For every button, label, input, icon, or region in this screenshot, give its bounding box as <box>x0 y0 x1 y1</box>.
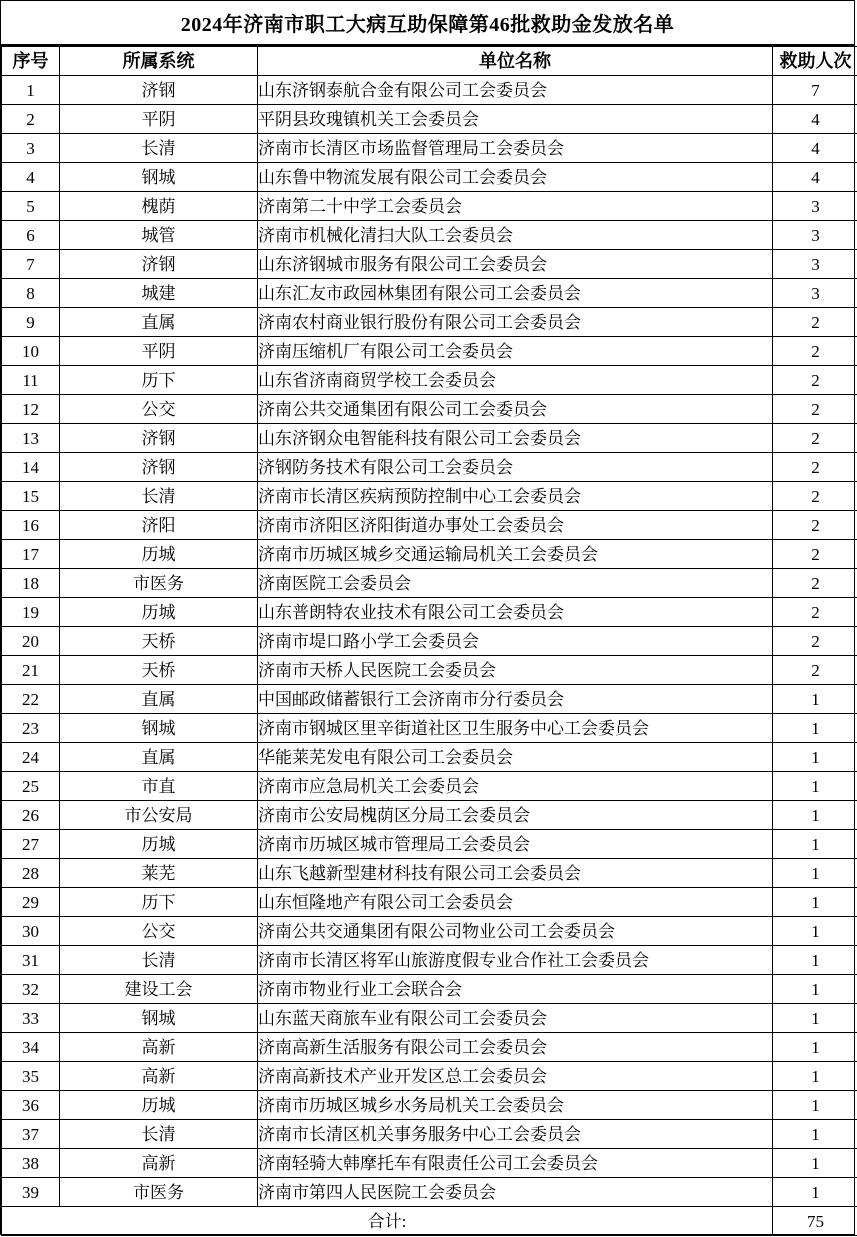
cell-system: 平阴 <box>60 105 258 134</box>
table-row <box>2 801 857 830</box>
cell-serial-number: 33 <box>2 1004 60 1033</box>
cell-serial-number: 22 <box>2 685 60 714</box>
table-row <box>2 598 857 627</box>
cell-aid-count: 1 <box>773 1149 857 1178</box>
cell-unit-name: 济南市物业行业工会联合会 <box>258 975 773 1004</box>
cell-serial-number: 1 <box>2 76 60 105</box>
table-row <box>2 946 857 975</box>
table-row <box>2 424 857 453</box>
cell-unit-name: 济南市历城区城乡水务局机关工会委员会 <box>258 1091 773 1120</box>
cell-unit-name: 济南公共交通集团有限公司工会委员会 <box>258 395 773 424</box>
cell-serial-number: 36 <box>2 1091 60 1120</box>
cell-serial-number: 37 <box>2 1120 60 1149</box>
cell-unit-name: 山东蓝天商旅车业有限公司工会委员会 <box>258 1004 773 1033</box>
cell-serial-number: 31 <box>2 946 60 975</box>
cell-system: 高新 <box>60 1062 258 1091</box>
cell-system: 公交 <box>60 395 258 424</box>
cell-unit-name: 济钢防务技术有限公司工会委员会 <box>258 453 773 482</box>
cell-unit-name: 济南轻骑大韩摩托车有限责任公司工会委员会 <box>258 1149 773 1178</box>
cell-serial-number: 3 <box>2 134 60 163</box>
cell-aid-count: 4 <box>773 163 857 192</box>
cell-serial-number: 9 <box>2 308 60 337</box>
cell-unit-name: 济南市历城区城乡交通运输局机关工会委员会 <box>258 540 773 569</box>
table-row <box>2 569 857 598</box>
table-row <box>2 337 857 366</box>
cell-system: 市医务 <box>60 569 258 598</box>
cell-aid-count: 2 <box>773 395 857 424</box>
table-row <box>2 888 857 917</box>
cell-serial-number: 8 <box>2 279 60 308</box>
table-row <box>2 859 857 888</box>
cell-system: 直属 <box>60 685 258 714</box>
cell-unit-name: 济南市堤口路小学工会委员会 <box>258 627 773 656</box>
cell-unit-name: 济南压缩机厂有限公司工会委员会 <box>258 337 773 366</box>
cell-system: 历下 <box>60 366 258 395</box>
cell-unit-name: 华能莱芜发电有限公司工会委员会 <box>258 743 773 772</box>
table-row <box>2 279 857 308</box>
total-count: 75 <box>773 1207 857 1236</box>
header-system: 所属系统 <box>60 47 258 76</box>
cell-serial-number: 12 <box>2 395 60 424</box>
cell-unit-name: 济南农村商业银行股份有限公司工会委员会 <box>258 308 773 337</box>
cell-system: 济钢 <box>60 453 258 482</box>
header-aid-count: 救助人次 <box>773 47 857 76</box>
cell-system: 钢城 <box>60 163 258 192</box>
cell-system: 天桥 <box>60 627 258 656</box>
cell-system: 天桥 <box>60 656 258 685</box>
cell-serial-number: 20 <box>2 627 60 656</box>
cell-unit-name: 济南公共交通集团有限公司物业公司工会委员会 <box>258 917 773 946</box>
cell-unit-name: 济南市长清区市场监督管理局工会委员会 <box>258 134 773 163</box>
table-row <box>2 685 857 714</box>
cell-aid-count: 3 <box>773 279 857 308</box>
cell-aid-count: 1 <box>773 801 857 830</box>
header-serial-number: 序号 <box>2 47 60 76</box>
cell-system: 平阴 <box>60 337 258 366</box>
cell-serial-number: 2 <box>2 105 60 134</box>
cell-unit-name: 济南市天桥人民医院工会委员会 <box>258 656 773 685</box>
cell-serial-number: 7 <box>2 250 60 279</box>
table-row <box>2 308 857 337</box>
cell-system: 济钢 <box>60 250 258 279</box>
cell-unit-name: 山东济钢众电智能科技有限公司工会委员会 <box>258 424 773 453</box>
cell-serial-number: 39 <box>2 1178 60 1207</box>
cell-serial-number: 32 <box>2 975 60 1004</box>
table-row <box>2 917 857 946</box>
cell-serial-number: 21 <box>2 656 60 685</box>
table-row <box>2 1033 857 1062</box>
cell-system: 历城 <box>60 1091 258 1120</box>
cell-aid-count: 4 <box>773 105 857 134</box>
cell-serial-number: 25 <box>2 772 60 801</box>
cell-unit-name: 山东省济南商贸学校工会委员会 <box>258 366 773 395</box>
cell-system: 城管 <box>60 221 258 250</box>
cell-aid-count: 2 <box>773 540 857 569</box>
table-row <box>2 395 857 424</box>
cell-serial-number: 24 <box>2 743 60 772</box>
cell-aid-count: 1 <box>773 946 857 975</box>
table-body <box>2 76 857 1207</box>
cell-aid-count: 1 <box>773 1091 857 1120</box>
cell-serial-number: 5 <box>2 192 60 221</box>
cell-serial-number: 6 <box>2 221 60 250</box>
cell-system: 济钢 <box>60 424 258 453</box>
table-row <box>2 1120 857 1149</box>
cell-system: 济钢 <box>60 76 258 105</box>
cell-system: 高新 <box>60 1149 258 1178</box>
cell-unit-name: 山东济钢泰航合金有限公司工会委员会 <box>258 76 773 105</box>
cell-unit-name: 济南高新生活服务有限公司工会委员会 <box>258 1033 773 1062</box>
cell-system: 建设工会 <box>60 975 258 1004</box>
cell-system: 直属 <box>60 308 258 337</box>
cell-aid-count: 2 <box>773 453 857 482</box>
total-row <box>2 1207 857 1236</box>
cell-unit-name: 济南高新技术产业开发区总工会委员会 <box>258 1062 773 1091</box>
cell-unit-name: 济南医院工会委员会 <box>258 569 773 598</box>
cell-unit-name: 济南第二十中学工会委员会 <box>258 192 773 221</box>
table-row <box>2 714 857 743</box>
cell-aid-count: 2 <box>773 424 857 453</box>
aid-distribution-table <box>1 46 857 1236</box>
cell-system: 历下 <box>60 888 258 917</box>
cell-serial-number: 30 <box>2 917 60 946</box>
table-row <box>2 134 857 163</box>
cell-serial-number: 19 <box>2 598 60 627</box>
total-label: 合计: <box>2 1207 773 1236</box>
table-row <box>2 743 857 772</box>
cell-system: 历城 <box>60 830 258 859</box>
header-row <box>2 47 857 76</box>
cell-system: 莱芜 <box>60 859 258 888</box>
table-row <box>2 1149 857 1178</box>
cell-serial-number: 14 <box>2 453 60 482</box>
cell-unit-name: 济南市历城区城市管理局工会委员会 <box>258 830 773 859</box>
table-row <box>2 250 857 279</box>
cell-aid-count: 1 <box>773 1004 857 1033</box>
table-row <box>2 105 857 134</box>
cell-serial-number: 28 <box>2 859 60 888</box>
cell-unit-name: 济南市第四人民医院工会委员会 <box>258 1178 773 1207</box>
table-row <box>2 975 857 1004</box>
table-row <box>2 1062 857 1091</box>
cell-serial-number: 13 <box>2 424 60 453</box>
cell-serial-number: 10 <box>2 337 60 366</box>
cell-aid-count: 2 <box>773 598 857 627</box>
cell-aid-count: 1 <box>773 685 857 714</box>
cell-system: 历城 <box>60 540 258 569</box>
cell-aid-count: 1 <box>773 1178 857 1207</box>
cell-unit-name: 济南市钢城区里辛街道社区卫生服务中心工会委员会 <box>258 714 773 743</box>
cell-aid-count: 1 <box>773 859 857 888</box>
cell-aid-count: 1 <box>773 917 857 946</box>
cell-serial-number: 4 <box>2 163 60 192</box>
cell-unit-name: 山东鲁中物流发展有限公司工会委员会 <box>258 163 773 192</box>
cell-aid-count: 3 <box>773 221 857 250</box>
cell-serial-number: 35 <box>2 1062 60 1091</box>
cell-serial-number: 26 <box>2 801 60 830</box>
table-row <box>2 1091 857 1120</box>
cell-unit-name: 济南市长清区机关事务服务中心工会委员会 <box>258 1120 773 1149</box>
cell-serial-number: 23 <box>2 714 60 743</box>
cell-unit-name: 济南市济阳区济阳街道办事处工会委员会 <box>258 511 773 540</box>
cell-system: 钢城 <box>60 714 258 743</box>
cell-aid-count: 1 <box>773 772 857 801</box>
cell-aid-count: 1 <box>773 1120 857 1149</box>
cell-unit-name: 山东恒隆地产有限公司工会委员会 <box>258 888 773 917</box>
table-row <box>2 627 857 656</box>
table-row <box>2 511 857 540</box>
cell-system: 长清 <box>60 482 258 511</box>
cell-aid-count: 1 <box>773 830 857 859</box>
cell-system: 市医务 <box>60 1178 258 1207</box>
cell-unit-name: 济南市长清区疾病预防控制中心工会委员会 <box>258 482 773 511</box>
cell-system: 高新 <box>60 1033 258 1062</box>
cell-unit-name: 济南市机械化清扫大队工会委员会 <box>258 221 773 250</box>
cell-system: 济阳 <box>60 511 258 540</box>
cell-aid-count: 1 <box>773 714 857 743</box>
cell-unit-name: 济南市公安局槐荫区分局工会委员会 <box>258 801 773 830</box>
table-row <box>2 221 857 250</box>
cell-aid-count: 1 <box>773 1033 857 1062</box>
cell-serial-number: 27 <box>2 830 60 859</box>
table-row <box>2 540 857 569</box>
cell-aid-count: 2 <box>773 511 857 540</box>
table-row <box>2 366 857 395</box>
cell-system: 市公安局 <box>60 801 258 830</box>
cell-system: 槐荫 <box>60 192 258 221</box>
cell-system: 城建 <box>60 279 258 308</box>
cell-serial-number: 15 <box>2 482 60 511</box>
cell-aid-count: 2 <box>773 569 857 598</box>
cell-system: 长清 <box>60 1120 258 1149</box>
cell-aid-count: 2 <box>773 366 857 395</box>
cell-system: 直属 <box>60 743 258 772</box>
cell-serial-number: 29 <box>2 888 60 917</box>
cell-aid-count: 3 <box>773 192 857 221</box>
table-row <box>2 76 857 105</box>
cell-unit-name: 山东飞越新型建材科技有限公司工会委员会 <box>258 859 773 888</box>
cell-aid-count: 3 <box>773 250 857 279</box>
cell-system: 市直 <box>60 772 258 801</box>
cell-aid-count: 2 <box>773 308 857 337</box>
cell-unit-name: 中国邮政储蓄银行工会济南市分行委员会 <box>258 685 773 714</box>
cell-unit-name: 山东济钢城市服务有限公司工会委员会 <box>258 250 773 279</box>
table-row <box>2 1004 857 1033</box>
table-row <box>2 1178 857 1207</box>
cell-serial-number: 18 <box>2 569 60 598</box>
table-row <box>2 192 857 221</box>
cell-unit-name: 济南市应急局机关工会委员会 <box>258 772 773 801</box>
table-row <box>2 453 857 482</box>
header-unit-name: 单位名称 <box>258 47 773 76</box>
cell-aid-count: 7 <box>773 76 857 105</box>
table-row <box>2 772 857 801</box>
cell-aid-count: 1 <box>773 1062 857 1091</box>
table-row <box>2 163 857 192</box>
table-row <box>2 830 857 859</box>
cell-serial-number: 11 <box>2 366 60 395</box>
cell-serial-number: 34 <box>2 1033 60 1062</box>
cell-system: 长清 <box>60 134 258 163</box>
cell-aid-count: 1 <box>773 975 857 1004</box>
cell-aid-count: 2 <box>773 337 857 366</box>
cell-system: 长清 <box>60 946 258 975</box>
cell-system: 钢城 <box>60 1004 258 1033</box>
cell-serial-number: 16 <box>2 511 60 540</box>
cell-serial-number: 38 <box>2 1149 60 1178</box>
cell-aid-count: 1 <box>773 743 857 772</box>
table-row <box>2 656 857 685</box>
cell-unit-name: 山东普朗特农业技术有限公司工会委员会 <box>258 598 773 627</box>
cell-system: 公交 <box>60 917 258 946</box>
cell-aid-count: 4 <box>773 134 857 163</box>
cell-unit-name: 平阴县玫瑰镇机关工会委员会 <box>258 105 773 134</box>
cell-aid-count: 2 <box>773 656 857 685</box>
page-title: 2024年济南市职工大病互助保障第46批救助金发放名单 <box>1 1 854 46</box>
cell-aid-count: 1 <box>773 888 857 917</box>
cell-serial-number: 17 <box>2 540 60 569</box>
cell-aid-count: 2 <box>773 627 857 656</box>
cell-unit-name: 济南市长清区将军山旅游度假专业合作社工会委员会 <box>258 946 773 975</box>
table-row <box>2 482 857 511</box>
cell-aid-count: 2 <box>773 482 857 511</box>
cell-system: 历城 <box>60 598 258 627</box>
cell-unit-name: 山东汇友市政园林集团有限公司工会委员会 <box>258 279 773 308</box>
